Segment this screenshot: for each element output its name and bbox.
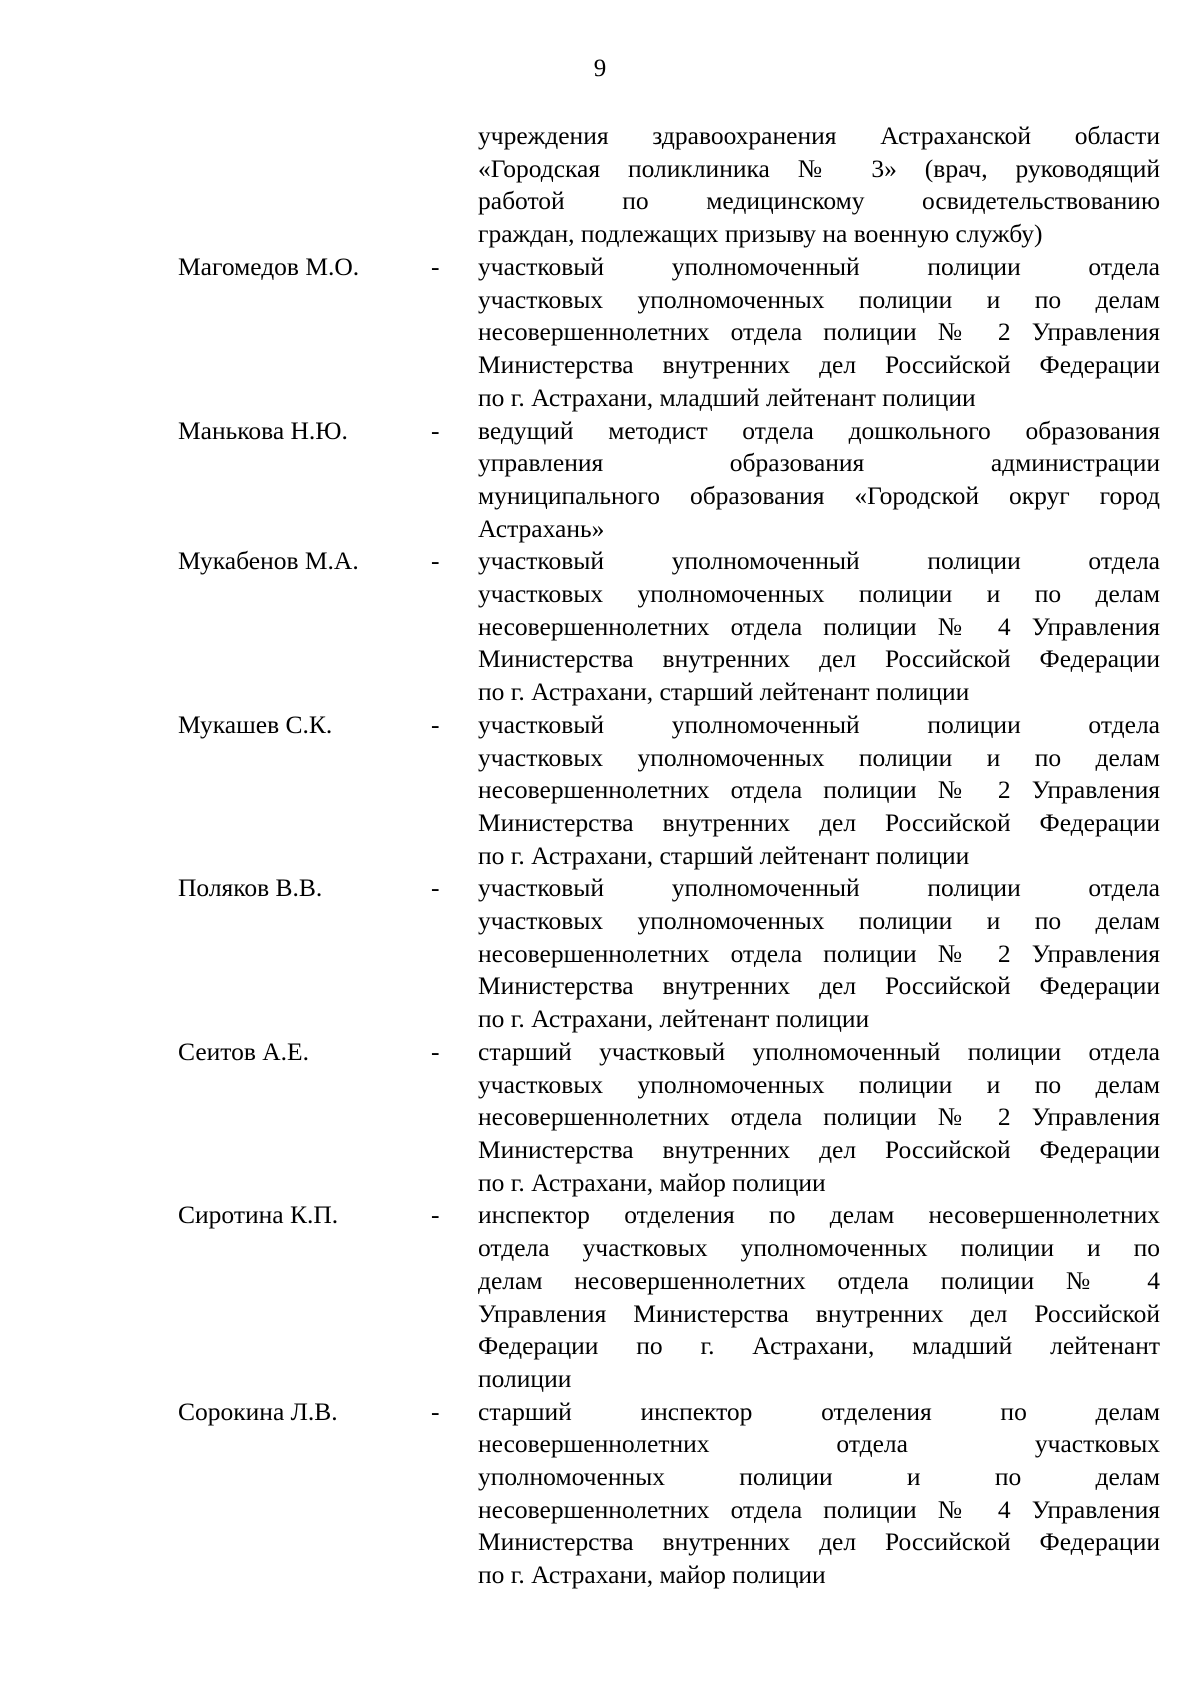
member-name: Сеитов А.Е. [178,1036,309,1066]
text-line: Министерства внутренних дел Российской Федерации [478,807,1160,837]
text-line: участковый уполномоченный полиции отдела [478,709,1160,739]
text-line: участковых уполномоченных полиции и по делам [478,579,1160,609]
member-name: Мукабенов М.А. [178,546,359,576]
text-line: старший инспектор отделения по делам [478,1396,1160,1426]
text-line: несовершеннолетних отдела полиции № 4 Управления [478,1494,1160,1524]
text-line: старший участковый уполномоченный полиции отдела [478,1036,1160,1066]
text-line: по г. Астрахани, лейтенант полиции [478,1004,870,1034]
text-line: участковый уполномоченный полиции отдела [478,873,1160,903]
member-position [478,872,1160,1036]
text-line: участковых уполномоченных полиции и по делам [478,284,1160,314]
member-entry [0,415,1200,546]
text-line: управления образования администрации [478,448,1160,478]
text-line: граждан, подлежащих призыву на военную службу) [478,219,1043,249]
text-line: участковый уполномоченный полиции отдела [478,252,1160,281]
text-line: Министерства внутренних дел Российской Федерации [478,1134,1160,1164]
member-name: Поляков В.В. [178,873,323,903]
text-line: уполномоченных полиции и по делам [478,1462,1160,1492]
dash-separator: - [431,1036,440,1066]
text-line: делам несовершеннолетних отдела полиции № 4 [478,1265,1160,1295]
text-line: Министерства внутренних дел Российской Федерации [478,644,1160,674]
member-position [478,415,1160,546]
text-line: несовершеннолетних отдела полиции № 2 Управления [478,938,1160,968]
text-line: отдела участковых уполномоченных полиции и по [478,1233,1160,1263]
text-line: Министерства внутренних дел Российской Федерации [478,1527,1160,1557]
text-line: несовершеннолетних отдела полиции № 2 Управления [478,775,1160,805]
member-name: Сиротина К.П. [178,1200,339,1230]
dash-separator: - [431,1396,440,1426]
member-position [478,251,1160,415]
member-list [0,251,1200,1592]
text-line: учреждения здравоохранения Астраханской области [478,121,1160,150]
text-line: по г. Астрахани, старший лейтенант полиции [478,677,970,707]
member-entry [0,545,1200,709]
text-line: участковых уполномоченных полиции и по делам [478,906,1160,936]
text-line: несовершеннолетних отдела полиции № 4 Управления [478,611,1160,641]
text-line: муниципального образования «Городской округ город [478,480,1160,510]
text-line: по г. Астрахани, майор полиции [478,1167,826,1197]
text-line: полиции [478,1363,572,1393]
text-line: Министерства внутренних дел Российской Федерации [478,350,1160,380]
dash-separator: - [431,709,440,739]
text-line: участковых уполномоченных полиции и по делам [478,742,1160,772]
member-position [478,545,1160,709]
dash-separator: - [431,873,440,903]
text-line: Астрахань» [478,513,605,543]
dash-separator: - [431,415,440,445]
text-line: участковый уполномоченный полиции отдела [478,546,1160,576]
member-position [478,1199,1160,1395]
member-name: Манькова Н.Ю. [178,415,348,445]
dash-separator: - [431,1200,440,1230]
member-name: Магомедов М.О. [178,252,360,281]
member-entry [0,251,1200,415]
member-position [478,709,1160,873]
text-line: по г. Астрахани, старший лейтенант полиции [478,840,970,870]
text-line: по г. Астрахани, младший лейтенант полиции [478,382,976,412]
text-line: участковых уполномоченных полиции и по делам [478,1069,1160,1099]
text-line: Управления Министерства внутренних дел Российской [478,1298,1160,1328]
member-entry [0,872,1200,1036]
text-line: Министерства внутренних дел Российской Федерации [478,971,1160,1001]
member-entry [0,709,1200,873]
page-number: 9 [593,55,607,82]
dash-separator: - [431,252,440,281]
text-line: инспектор отделения по делам несовершеннолетних [478,1200,1160,1230]
member-entry [0,1396,1200,1592]
member-position [478,1036,1160,1200]
text-line: несовершеннолетних отдела участковых [478,1429,1160,1459]
text-line: несовершеннолетних отдела полиции № 2 Управления [478,1102,1160,1132]
member-entry [0,1199,1200,1395]
text-line: по г. Астрахани, майор полиции [478,1560,826,1590]
member-entry [0,1036,1200,1200]
text-line: ведущий методист отдела дошкольного образования [478,415,1160,445]
text-line: работой по медицинскому освидетельствованию [478,186,1160,216]
text-line: Федерации по г. Астрахани, младший лейтенант [478,1331,1160,1361]
member-name: Сорокина Л.В. [178,1396,338,1426]
member-position [478,1396,1160,1592]
dash-separator: - [431,546,440,576]
continuation-paragraph [478,120,1160,251]
text-line: несовершеннолетних отдела полиции № 2 Управления [478,317,1160,347]
member-name: Мукашев С.К. [178,709,333,739]
text-line: «Городская поликлиника № 3» (врач, руководящий [478,153,1160,183]
